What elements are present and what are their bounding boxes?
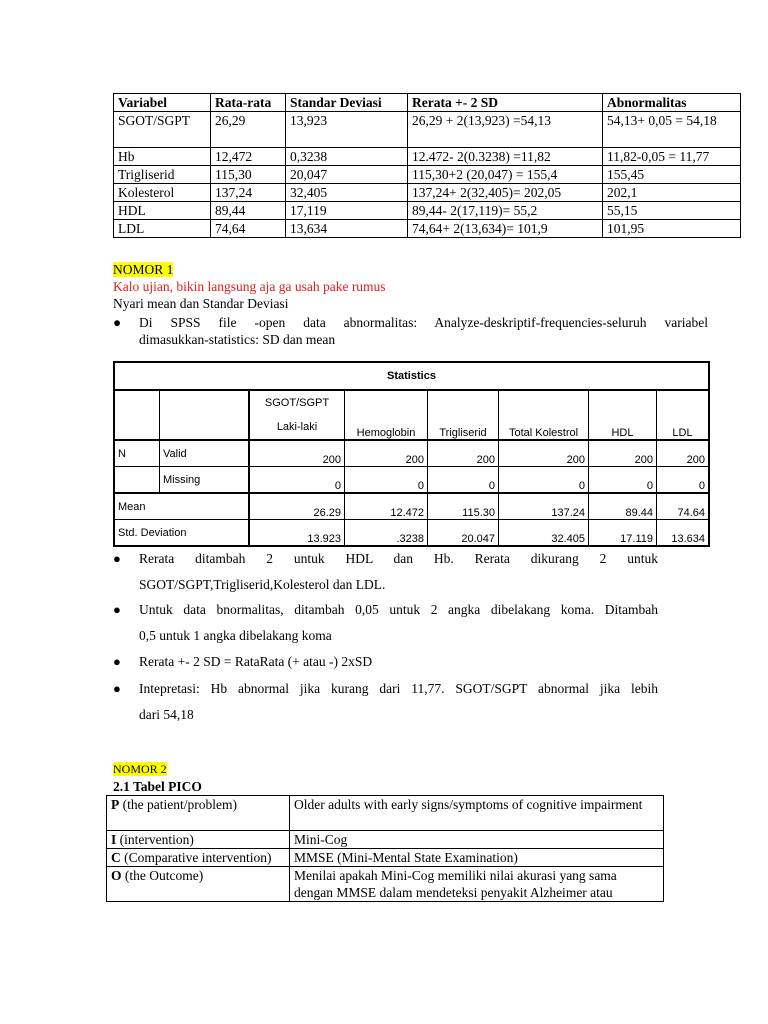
table-cell: 55,15 — [603, 202, 741, 220]
bullet-text: Untuk data bnormalitas, ditambah 0,05 untuk 2 angka dibelakang koma. Ditambah — [139, 602, 658, 617]
table-cell: Kolesterol — [114, 184, 211, 202]
table-cell: SGOT/SGPT — [114, 112, 211, 148]
table-cell: 0 — [499, 467, 589, 494]
nomor1-section — [113, 261, 386, 312]
bullet-text: SGOT/SGPT,Trigliserid,Kolesterol dan LDL. — [139, 577, 386, 592]
bullet-text: Rerata +- 2 SD = RataRata (+ atau -) 2xSD — [139, 654, 373, 669]
table-cell: 0,3238 — [286, 148, 408, 166]
bullet-text: dari 54,18 — [139, 707, 194, 722]
table-cell: 26,29 — [211, 112, 286, 148]
table-row — [114, 440, 709, 467]
spss-col-label: Laki-laki — [276, 421, 318, 433]
bullet-icon: ● — [113, 654, 121, 669]
nomor2-section — [113, 760, 202, 795]
spss-row-missing: Missing — [160, 467, 250, 494]
table-cell: 20.047 — [428, 520, 499, 547]
table-cell — [114, 467, 160, 494]
spss-row-n: N — [114, 440, 160, 467]
table-row — [114, 220, 741, 238]
table-cell: Trigliserid — [114, 166, 211, 184]
pico-key-cell — [107, 849, 290, 867]
table-header-row — [114, 94, 741, 112]
bullet-text: Di SPSS file -open data abnormalitas: Analyze-deskriptif-frequencies-seluruh variabel — [139, 315, 708, 330]
table-cell: 12.472- 2(0.3238) =11,82 — [408, 148, 603, 166]
table-cell: 0 — [345, 467, 428, 494]
table-cell: 17,119 — [286, 202, 408, 220]
pico-value: Mini-Cog — [290, 831, 664, 849]
table-cell: 54,13+ 0,05 = 54,18 — [603, 112, 741, 148]
table-row — [114, 467, 709, 494]
spss-col-label: Trigliserid — [428, 390, 499, 440]
table-cell: 0 — [249, 467, 345, 494]
spss-row-valid: Valid — [160, 440, 250, 467]
col-abnormalitas: Abnormalitas — [603, 94, 741, 112]
col-variabel: Variabel — [114, 94, 211, 112]
bullet-icon: ● — [113, 551, 121, 566]
table-cell: 26,29 + 2(13,923) =54,13 — [408, 112, 603, 148]
bullet-text: Rerata ditambah 2 untuk HDL dan Hb. Rerata dikurang 2 untuk — [139, 551, 658, 566]
pico-key: O — [111, 868, 122, 883]
pico-desc: (Comparative intervention) — [120, 850, 272, 865]
table-cell: 115.30 — [428, 493, 499, 520]
table-cell: 0 — [589, 467, 657, 494]
pico-key-cell — [107, 867, 290, 902]
spss-col-sgot — [249, 390, 345, 440]
table-row — [114, 166, 741, 184]
table-cell: 137,24 — [211, 184, 286, 202]
table-cell: 0 — [657, 467, 710, 494]
table-cell: 74,64+ 2(13,634)= 101,9 — [408, 220, 603, 238]
table-cell: 137.24 — [499, 493, 589, 520]
pico-key: P — [111, 797, 120, 812]
table-cell: 13.923 — [249, 520, 345, 547]
table-row — [114, 202, 741, 220]
table-cell: 155,45 — [603, 166, 741, 184]
table-cell — [160, 390, 250, 440]
bullet-icon: ● — [113, 315, 122, 330]
nomor1-label: NOMOR 1 — [113, 262, 174, 277]
table-cell: 32,405 — [286, 184, 408, 202]
table-row — [114, 148, 741, 166]
pico-value: MMSE (Mini-Mental State Examination) — [290, 849, 664, 867]
table-cell: Hb — [114, 148, 211, 166]
table-cell: 101,95 — [603, 220, 741, 238]
col-standar-deviasi: Standar Deviasi — [286, 94, 408, 112]
bullet-icon: ● — [113, 602, 121, 617]
spss-row-mean: Mean — [114, 493, 249, 520]
spss-col-label: LDL — [657, 390, 710, 440]
spss-col-label: Hemoglobin — [345, 390, 428, 440]
table-cell: .3238 — [345, 520, 428, 547]
table-row — [107, 849, 664, 867]
table-cell: 74.64 — [657, 493, 710, 520]
table-row — [114, 520, 709, 547]
table-cell: 17.119 — [589, 520, 657, 547]
col-rerata-2sd: Rerata +- 2 SD — [408, 94, 603, 112]
table-cell: 200 — [345, 440, 428, 467]
pico-key: I — [111, 832, 117, 847]
table-cell: 200 — [428, 440, 499, 467]
table-row — [107, 867, 664, 902]
table-cell: 32.405 — [499, 520, 589, 547]
spss-row-sd: Std. Deviation — [114, 520, 249, 547]
spss-header-row — [114, 390, 709, 440]
table-cell: HDL — [114, 202, 211, 220]
table-cell: 74,64 — [211, 220, 286, 238]
spss-title: Statistics — [114, 362, 709, 390]
pico-key-cell — [107, 831, 290, 849]
table-cell: 12,472 — [211, 148, 286, 166]
spss-col-label: HDL — [589, 390, 657, 440]
spss-col-label: Total Kolestrol — [499, 390, 589, 440]
table-row — [114, 184, 741, 202]
bullet-item — [113, 546, 658, 598]
pico-key: C — [111, 850, 121, 865]
table-cell: 89,44- 2(17,119)= 55,2 — [408, 202, 603, 220]
table-cell: 200 — [589, 440, 657, 467]
bullet-item — [113, 649, 658, 675]
bullet-text: Intepretasi: Hb abnormal jika kurang dari 11,77. SGOT/SGPT abnormal jika lebih — [139, 681, 658, 696]
pico-section-title: 2.1 Tabel PICO — [113, 779, 202, 794]
bullet-item — [113, 597, 658, 649]
table-cell: 12.472 — [345, 493, 428, 520]
pico-table — [106, 795, 664, 902]
spss-statistics-table — [113, 361, 710, 547]
bullet-item — [113, 676, 658, 728]
pico-value: Menilai apakah Mini-Cog memiliki nilai akurasi yang sama dengan MMSE dalam mendeteksi penyakit Alzheimer atau — [290, 867, 664, 902]
table-cell: LDL — [114, 220, 211, 238]
nomor1-note: Kalo ujian, bikin langsung aja ga usah pake rumus — [113, 279, 386, 294]
abnormality-table — [113, 93, 741, 238]
bullet-text: dimasukkan-statistics: SD dan mean — [139, 332, 336, 347]
table-cell: 200 — [499, 440, 589, 467]
table-row — [107, 831, 664, 849]
table-cell: 11,82-0,05 = 11,77 — [603, 148, 741, 166]
bullet-icon: ● — [113, 681, 121, 696]
pico-desc: (the patient/problem) — [119, 797, 237, 812]
pico-desc: (intervention) — [116, 832, 194, 847]
table-cell: 200 — [657, 440, 710, 467]
table-cell: 20,047 — [286, 166, 408, 184]
table-cell — [114, 390, 160, 440]
spss-col-top-label: SGOT/SGPT — [264, 397, 330, 409]
nomor2-label: NOMOR 2 — [113, 762, 167, 776]
table-cell: 13.634 — [657, 520, 710, 547]
pico-desc: (the Outcome) — [121, 868, 204, 883]
table-row — [107, 796, 664, 831]
table-cell: 200 — [249, 440, 345, 467]
table-cell: 115,30 — [211, 166, 286, 184]
table-row — [114, 493, 709, 520]
table-cell: 0 — [428, 467, 499, 494]
table-cell: 202,1 — [603, 184, 741, 202]
table-row — [114, 112, 741, 148]
spss-instruction-bullet — [113, 314, 708, 348]
table-cell: 115,30+2 (20,047) = 155,4 — [408, 166, 603, 184]
pico-key-cell — [107, 796, 290, 831]
col-rata-rata: Rata-rata — [211, 94, 286, 112]
table-cell: 89.44 — [589, 493, 657, 520]
table-cell: 26.29 — [249, 493, 345, 520]
table-cell: 137,24+ 2(32,405)= 202,05 — [408, 184, 603, 202]
bullet-text: 0,5 untuk 1 angka dibelakang koma — [139, 628, 332, 643]
table-cell: 13,634 — [286, 220, 408, 238]
nomor1-subtitle: Nyari mean dan Standar Deviasi — [113, 296, 289, 311]
table-cell: 89,44 — [211, 202, 286, 220]
table-cell: 13,923 — [286, 112, 408, 148]
pico-value: Older adults with early signs/symptoms of cognitive impairment — [290, 796, 664, 831]
